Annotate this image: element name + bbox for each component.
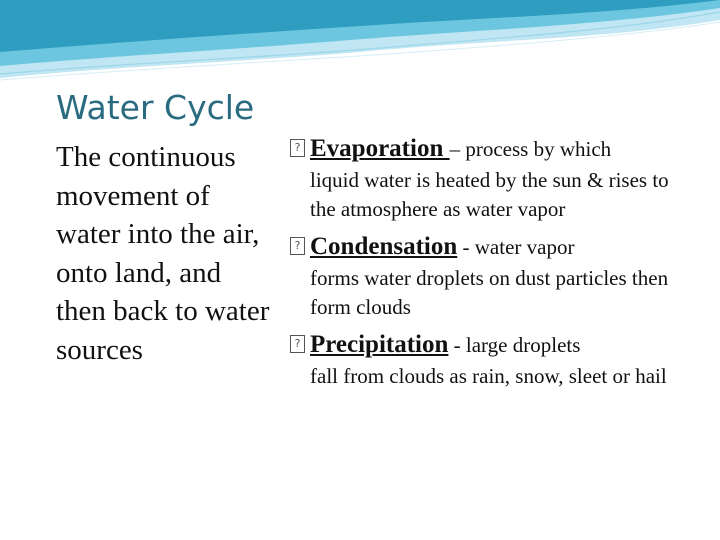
process-list	[290, 134, 698, 399]
term-condensation: Condensation	[310, 233, 458, 260]
bullet-evaporation	[290, 134, 698, 224]
definition-text: The continuous movement of water into the air, onto land, and then back to water sources	[56, 141, 270, 366]
bullet-head	[310, 134, 698, 164]
bullet-head	[310, 232, 698, 262]
description-rest: fall from clouds as rain, snow, sleet or hail	[310, 364, 667, 388]
bullet-condensation	[290, 232, 698, 322]
term-precipitation: Precipitation	[310, 331, 449, 358]
bullet-icon: ?	[290, 139, 305, 157]
header-wave-decoration	[0, 0, 720, 90]
bullet-icon: ?	[290, 335, 305, 353]
separator: -	[457, 235, 475, 259]
separator: -	[448, 333, 466, 357]
description-rest: liquid water is heated by the sun & rises to the atmosphere as water vapor	[310, 168, 669, 221]
separator: –	[449, 137, 466, 161]
description-start: process by which	[465, 137, 612, 161]
description-rest: forms water droplets on dust particles then form clouds	[310, 266, 669, 319]
slide-title: Water Cycle	[56, 88, 255, 127]
bullet-precipitation	[290, 330, 698, 391]
bullet-icon: ?	[290, 237, 305, 255]
description-start: water vapor	[474, 235, 575, 259]
term-evaporation: Evaporation	[310, 135, 450, 162]
bullet-head	[310, 330, 698, 360]
description-start: large droplets	[465, 333, 581, 357]
